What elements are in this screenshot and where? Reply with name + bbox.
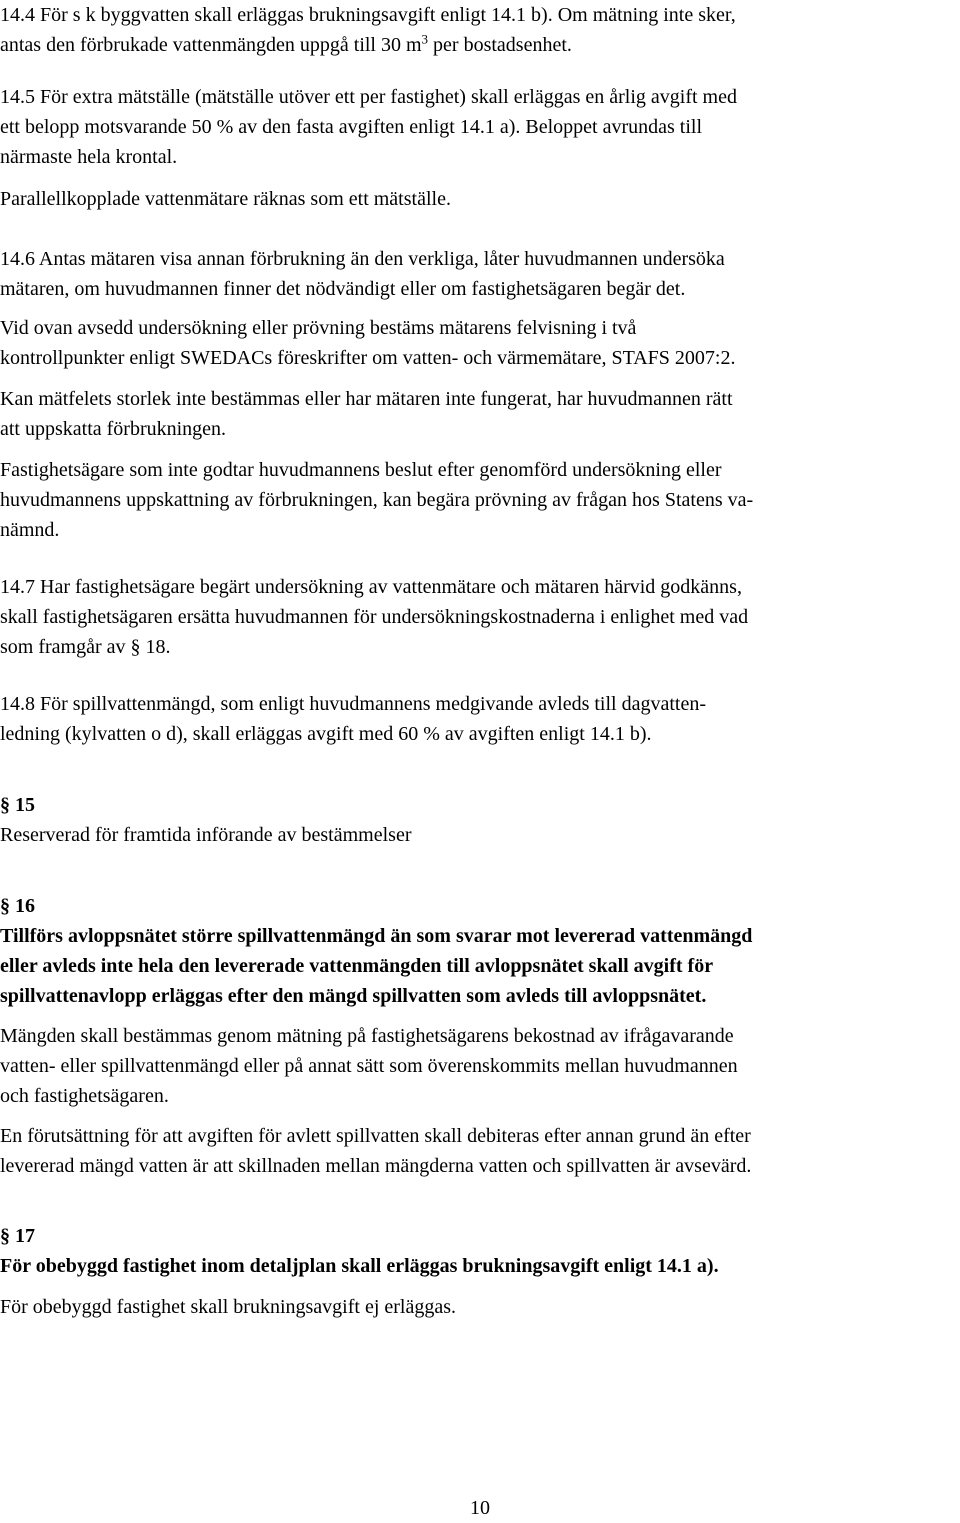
text-line: och fastighetsägaren.: [0, 1085, 169, 1107]
text-line: nämnd.: [0, 519, 60, 541]
text-line: mätaren, om huvudmannen finner det nödvändigt eller om fastighetsägaren begär det.: [0, 278, 686, 300]
text-line: skall fastighetsägaren ersätta huvudmannen för undersökningskostnaderna i enlighet med vad: [0, 606, 749, 628]
paragraph-14-6-b: [0, 313, 958, 373]
paragraph-14-6: [0, 244, 958, 304]
text-line: kontrollpunkter enligt SWEDACs föreskrifter om vatten- och värmemätare, STAFS 2007:2.: [0, 347, 736, 369]
text-line: 14.4 För s k byggvatten skall erläggas brukningsavgift enligt 14.1 b). Om mätning inte sker,: [0, 4, 736, 26]
section-17-paragraph: [0, 1292, 958, 1322]
paragraph-14-6-c: [0, 384, 958, 444]
text-line: Kan mätfelets storlek inte bestämmas eller har mätaren inte fungerat, har huvudmannen rätt: [0, 388, 733, 410]
section-15: [0, 790, 958, 850]
paragraph-14-6-d: [0, 455, 958, 545]
section-16-paragraph-1: [0, 1021, 958, 1111]
page-number: 10: [470, 1497, 490, 1519]
paragraph-14-5-b: [0, 184, 958, 214]
text-line: Parallellkopplade vattenmätare räknas som ett mätställe.: [0, 188, 451, 210]
text-line: [0, 30, 958, 60]
paragraph-14-7: [0, 572, 958, 662]
text-line: 14.6 Antas mätaren visa annan förbrukning än den verkliga, låter huvudmannen undersöka: [0, 248, 725, 270]
text-line: som framgår av § 18.: [0, 636, 171, 658]
text-span: antas den förbrukade vattenmängden uppgå till 30 m: [0, 34, 422, 56]
bold-text-line: eller avleds inte hela den levererade vattenmängden till avloppsnätet skall avgift för: [0, 955, 714, 977]
section-heading: § 15: [0, 794, 35, 816]
text-line: ett belopp motsvarande 50 % av den fasta avgiften enligt 14.1 a). Beloppet avrundas till: [0, 116, 703, 138]
text-line: levererad mängd vatten är att skillnaden mellan mängderna vatten och spillvatten är avsevärd.: [0, 1155, 752, 1177]
text-line: 14.8 För spillvattenmängd, som enligt huvudmannens medgivande avleds till dagvatten-: [0, 693, 706, 715]
paragraph-14-4: [0, 0, 958, 60]
bold-text-line: Tillförs avloppsnätet större spillvattenmängd än som svarar mot levererad vattenmängd: [0, 925, 753, 947]
text-line: huvudmannens uppskattning av förbrukningen, kan begära prövning av frågan hos Statens va-: [0, 489, 754, 511]
section-17: [0, 1221, 958, 1281]
text-line: att uppskatta förbrukningen.: [0, 418, 227, 440]
section-heading: § 16: [0, 895, 35, 917]
superscript: 3: [421, 31, 429, 47]
section-16: [0, 891, 958, 1011]
text-line: ledning (kylvatten o d), skall erläggas avgift med 60 % av avgiften enligt 14.1 b).: [0, 723, 652, 745]
paragraph-14-5: [0, 82, 958, 172]
paragraph-14-8: [0, 689, 958, 749]
bold-text-line: För obebyggd fastighet inom detaljplan skall erläggas brukningsavgift enligt 14.1 a).: [0, 1255, 719, 1277]
text-line: 14.7 Har fastighetsägare begärt undersökning av vattenmätare och mätaren härvid godkänns,: [0, 576, 742, 598]
bold-text-line: spillvattenavlopp erläggas efter den mängd spillvatten som avleds till avloppsnätet.: [0, 985, 707, 1007]
section-16-paragraph-2: [0, 1121, 958, 1181]
section-heading: § 17: [0, 1225, 35, 1247]
text-line: En förutsättning för att avgiften för avlett spillvatten skall debiteras efter annan grund än efter: [0, 1125, 751, 1147]
text-line: Reserverad för framtida införande av bestämmelser: [0, 824, 412, 846]
text-line: Mängden skall bestämmas genom mätning på fastighetsägarens bekostnad av ifrågavarande: [0, 1025, 734, 1047]
text-line: vatten- eller spillvattenmängd eller på annat sätt som överenskommits mellan huvudmannen: [0, 1055, 738, 1077]
text-span: per bostadsenhet.: [428, 34, 572, 56]
text-line: Vid ovan avsedd undersökning eller prövning bestäms mätarens felvisning i två: [0, 317, 637, 339]
text-line: Fastighetsägare som inte godtar huvudmannens beslut efter genomförd undersökning eller: [0, 459, 722, 481]
text-line: För obebyggd fastighet skall brukningsavgift ej erläggas.: [0, 1296, 457, 1318]
text-line: 14.5 För extra mätställe (mätställe utöver ett per fastighet) skall erläggas en årlig avgift med: [0, 86, 737, 108]
text-line: närmaste hela krontal.: [0, 146, 178, 168]
